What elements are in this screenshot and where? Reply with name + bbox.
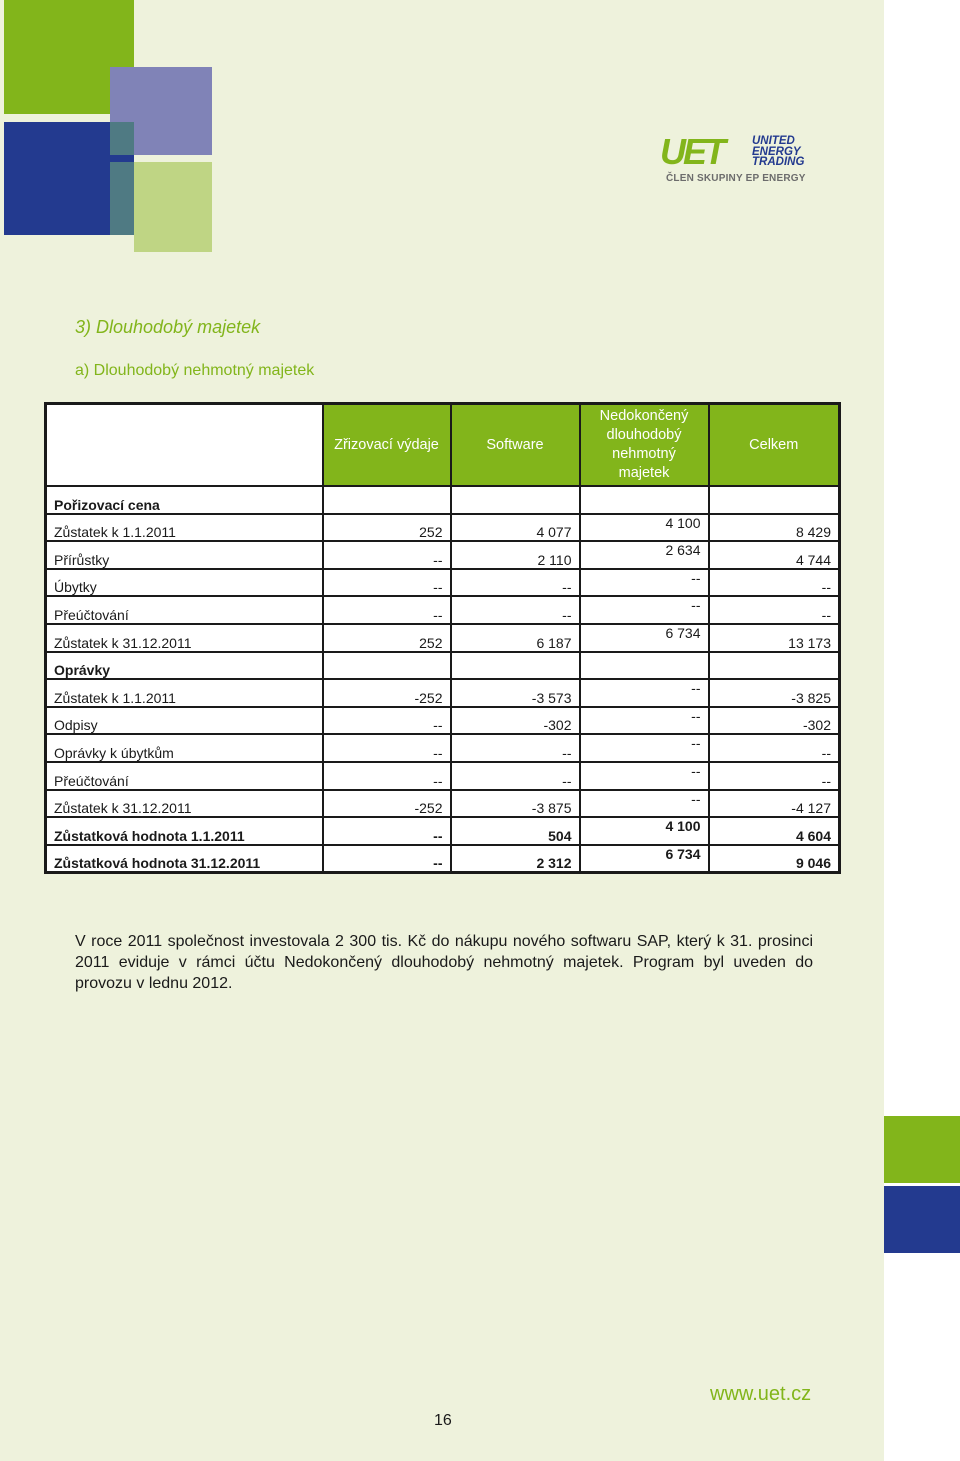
row-label: Přírůstky [46,541,323,569]
table-row [46,679,840,707]
cell-value: -- [580,790,709,818]
cell-value: 2 634 [580,541,709,569]
cell-value: -3 875 [451,790,580,818]
table-row [46,624,840,652]
cell-value: 2 312 [451,845,580,873]
cell-value: -- [580,734,709,762]
cell-value: 6 187 [451,624,580,652]
decor-square-overlap [110,122,134,155]
cell-value: 9 046 [709,845,840,873]
cell-value: -- [580,596,709,624]
decor-edge-tab-blue [884,1186,960,1253]
cell-value: -- [709,734,840,762]
cell-value: 4 604 [709,817,840,845]
logo-letters: UET [660,131,723,172]
cell-value: 6 734 [580,845,709,873]
row-label: Úbytky [46,569,323,597]
page-number: 16 [434,1412,452,1429]
row-label: Zůstatek k 31.12.2011 [46,624,323,652]
cell-value: -302 [451,707,580,735]
decor-square-overlap-lower [110,162,134,235]
section-heading: 3) Dlouhodobý majetek [75,317,261,337]
cell-value: -- [580,762,709,790]
uet-logo [660,131,820,186]
row-label: Přeúčtování [46,762,323,790]
table-row [46,790,840,818]
table-row [46,762,840,790]
decor-square-light-green [134,162,212,252]
cell-value: -- [709,762,840,790]
cell-value: 252 [323,624,451,652]
row-label: Zůstatek k 31.12.2011 [46,790,323,818]
cell-value: -- [323,569,451,597]
decor-edge-tab-green [884,1116,960,1183]
cell-value: -- [580,679,709,707]
table-header-row [46,404,840,487]
cell-value: -- [323,596,451,624]
table-row-total [46,845,840,873]
column-header: Nedokončený dlouhodobý nehmotný majetek [580,404,709,487]
table-row [46,596,840,624]
cell-value: -4 127 [709,790,840,818]
cell-value: -- [451,762,580,790]
cell-value: -- [323,541,451,569]
column-header: Software [451,404,580,487]
cell-value: 4 100 [580,514,709,542]
table-section-row [46,486,840,514]
row-label: Zůstatek k 1.1.2011 [46,679,323,707]
table-row [46,541,840,569]
cell-value: -3 825 [709,679,840,707]
cell-value: -- [323,734,451,762]
column-header: Zřizovací výdaje [323,404,451,487]
cell-value: -- [451,734,580,762]
intangible-assets-table [44,402,841,874]
column-header: Celkem [709,404,840,487]
cell-value: 252 [323,514,451,542]
cell-value: -- [709,596,840,624]
cell-value: -- [451,596,580,624]
row-label: Zůstatková hodnota 1.1.2011 [46,817,323,845]
cell-value: -- [709,569,840,597]
cell-value: -- [323,762,451,790]
cell-value: -- [323,707,451,735]
table-row [46,514,840,542]
row-label: Přeúčtování [46,596,323,624]
cell-value: -252 [323,790,451,818]
row-label: Zůstatek k 1.1.2011 [46,514,323,542]
logo-member-line: ČLEN SKUPINY EP ENERGY [666,173,806,184]
table-section-row [46,652,840,680]
cell-value: 4 077 [451,514,580,542]
cell-value: 4 744 [709,541,840,569]
row-label: Oprávky k úbytkům [46,734,323,762]
cell-value: -- [323,817,451,845]
table-row-total [46,817,840,845]
section-label: Oprávky [46,652,323,680]
cell-value: -3 573 [451,679,580,707]
website-link[interactable]: www.uet.cz [710,1383,812,1405]
cell-value: -302 [709,707,840,735]
table-row [46,569,840,597]
note-paragraph: V roce 2011 společnost investovala 2 300 tis. Kč do nákupu nového softwaru SAP, který k 31. prosinci 2011 eviduje v rámci účtu Nedokončený dlouhodobý nehmotný majetek. Program byl uveden do provozu v lednu 2012. [75,933,813,992]
cell-value: -- [323,845,451,873]
header-empty-cell [46,404,323,487]
cell-value: 4 100 [580,817,709,845]
section-label: Pořizovací cena [46,486,323,514]
table-row [46,734,840,762]
section-subheading: a) Dlouhodobý nehmotný majetek [75,362,315,379]
cell-value: -- [451,569,580,597]
cell-value: 13 173 [709,624,840,652]
cell-value: -- [580,707,709,735]
row-label: Odpisy [46,707,323,735]
row-label: Zůstatková hodnota 31.12.2011 [46,845,323,873]
logo-company-name: UNITED ENERGY TRADING [752,135,805,168]
table-row [46,707,840,735]
cell-value: 504 [451,817,580,845]
cell-value: 8 429 [709,514,840,542]
cell-value: 6 734 [580,624,709,652]
cell-value: 2 110 [451,541,580,569]
cell-value: -- [580,569,709,597]
cell-value: -252 [323,679,451,707]
